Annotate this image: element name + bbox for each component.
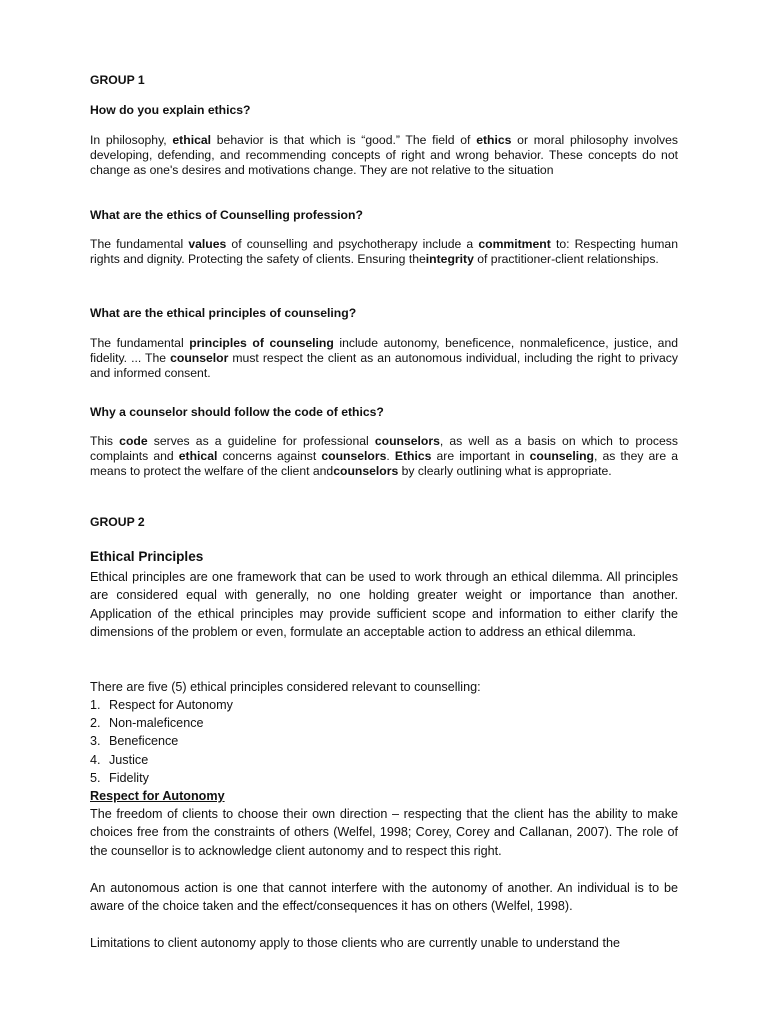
list-item: 5. Fidelity [90, 770, 149, 785]
list-item: 3. Beneficence [90, 734, 179, 749]
bold-term: ethical [178, 449, 218, 464]
bold-term: commitment [478, 237, 551, 251]
answer-code-of-ethics: This code serves as a guideline for professional counselors, as well as a basis on which to process complaints and ethical concerns against counselors. Ethics are important in counseling, as they are a means to protect the welfare of the client andcounselors by clearly outlining what is appropriate. [90, 434, 678, 479]
ethical-principles-intro: Ethical principles are one framework that can be used to work through an ethical dilemma. All principles are considered equal with generally, no one holding greater weight or importance than another. Application of the ethical principles may provide sufficient scope and information to either clarify the dimensions of the problem or even, formulate an acceptable action to address an ethical dilemma. [90, 570, 678, 640]
question-code-of-ethics: Why a counselor should follow the code of ethics? [90, 405, 384, 419]
group2-heading: GROUP 2 [90, 515, 145, 529]
principles-list [90, 696, 490, 787]
bold-term: code [119, 434, 148, 448]
bold-term: ethical [172, 133, 212, 147]
list-item: 1. Respect for Autonomy [90, 698, 233, 712]
bold-term: counseling [529, 449, 594, 464]
list-item: 2. Non-maleficence [90, 716, 204, 731]
bold-term: counselors [374, 434, 440, 448]
autonomy-heading: Respect for Autonomy [90, 789, 225, 803]
question-ethical-principles: What are the ethical principles of counseling? [90, 306, 357, 320]
bold-term: ethics [476, 133, 512, 147]
answer-explain-ethics: In philosophy, ethical behavior is that which is “good.” The field of ethics or moral philosophy involves developing, defending, and recommending concepts of right and wrong behavior. These concepts do not change as one's desires and motivations change. They are not relative to the situation [90, 133, 678, 178]
bold-term: values [188, 237, 227, 251]
autonomy-paragraph-2: An autonomous action is one that cannot interfere with the autonomy of another. An individual is to be aware of the choice taken and the effect/consequences it has on others (Welfel, 1998). [90, 881, 678, 914]
list-item: 4. Justice [90, 752, 149, 767]
bold-term: counselors [321, 449, 387, 464]
bold-term: counselors [333, 464, 399, 479]
bold-term: principles of counseling [189, 336, 334, 350]
group1-heading: GROUP 1 [90, 73, 145, 87]
section-title-ethical-principles: Ethical Principles [90, 549, 204, 564]
question-explain-ethics: How do you explain ethics? [90, 103, 251, 117]
bold-term: Ethics [394, 449, 432, 464]
bold-term: integrity [425, 252, 474, 267]
bold-term: counselor [170, 351, 229, 366]
question-counselling-ethics: What are the ethics of Counselling profession? [90, 208, 363, 222]
autonomy-paragraph-1: The freedom of clients to choose their own direction – respecting that the client has the ability to make choices free from the constraints of others (Welfel, 1998; Corey, Corey and Callanan, 2007). The role of the counsellor is to acknowledge client autonomy and to respect this right. [90, 807, 678, 858]
principles-list-intro: There are five (5) ethical principles considered relevant to counselling: [90, 680, 481, 694]
answer-ethical-principles: The fundamental principles of counseling include autonomy, beneficence, nonmaleficence, justice, and fidelity. ... The counselor must respect the client as an autonomous individual, including the right to privacy and informed consent. [90, 336, 678, 381]
autonomy-paragraph-3: Limitations to client autonomy apply to those clients who are currently unable to understand the [90, 936, 620, 950]
answer-counselling-ethics: The fundamental values of counselling and psychotherapy include a commitment to: Respecting human rights and dignity. Protecting the safety of clients. Ensuring theintegrity of practitioner-client relationships. [90, 237, 678, 267]
